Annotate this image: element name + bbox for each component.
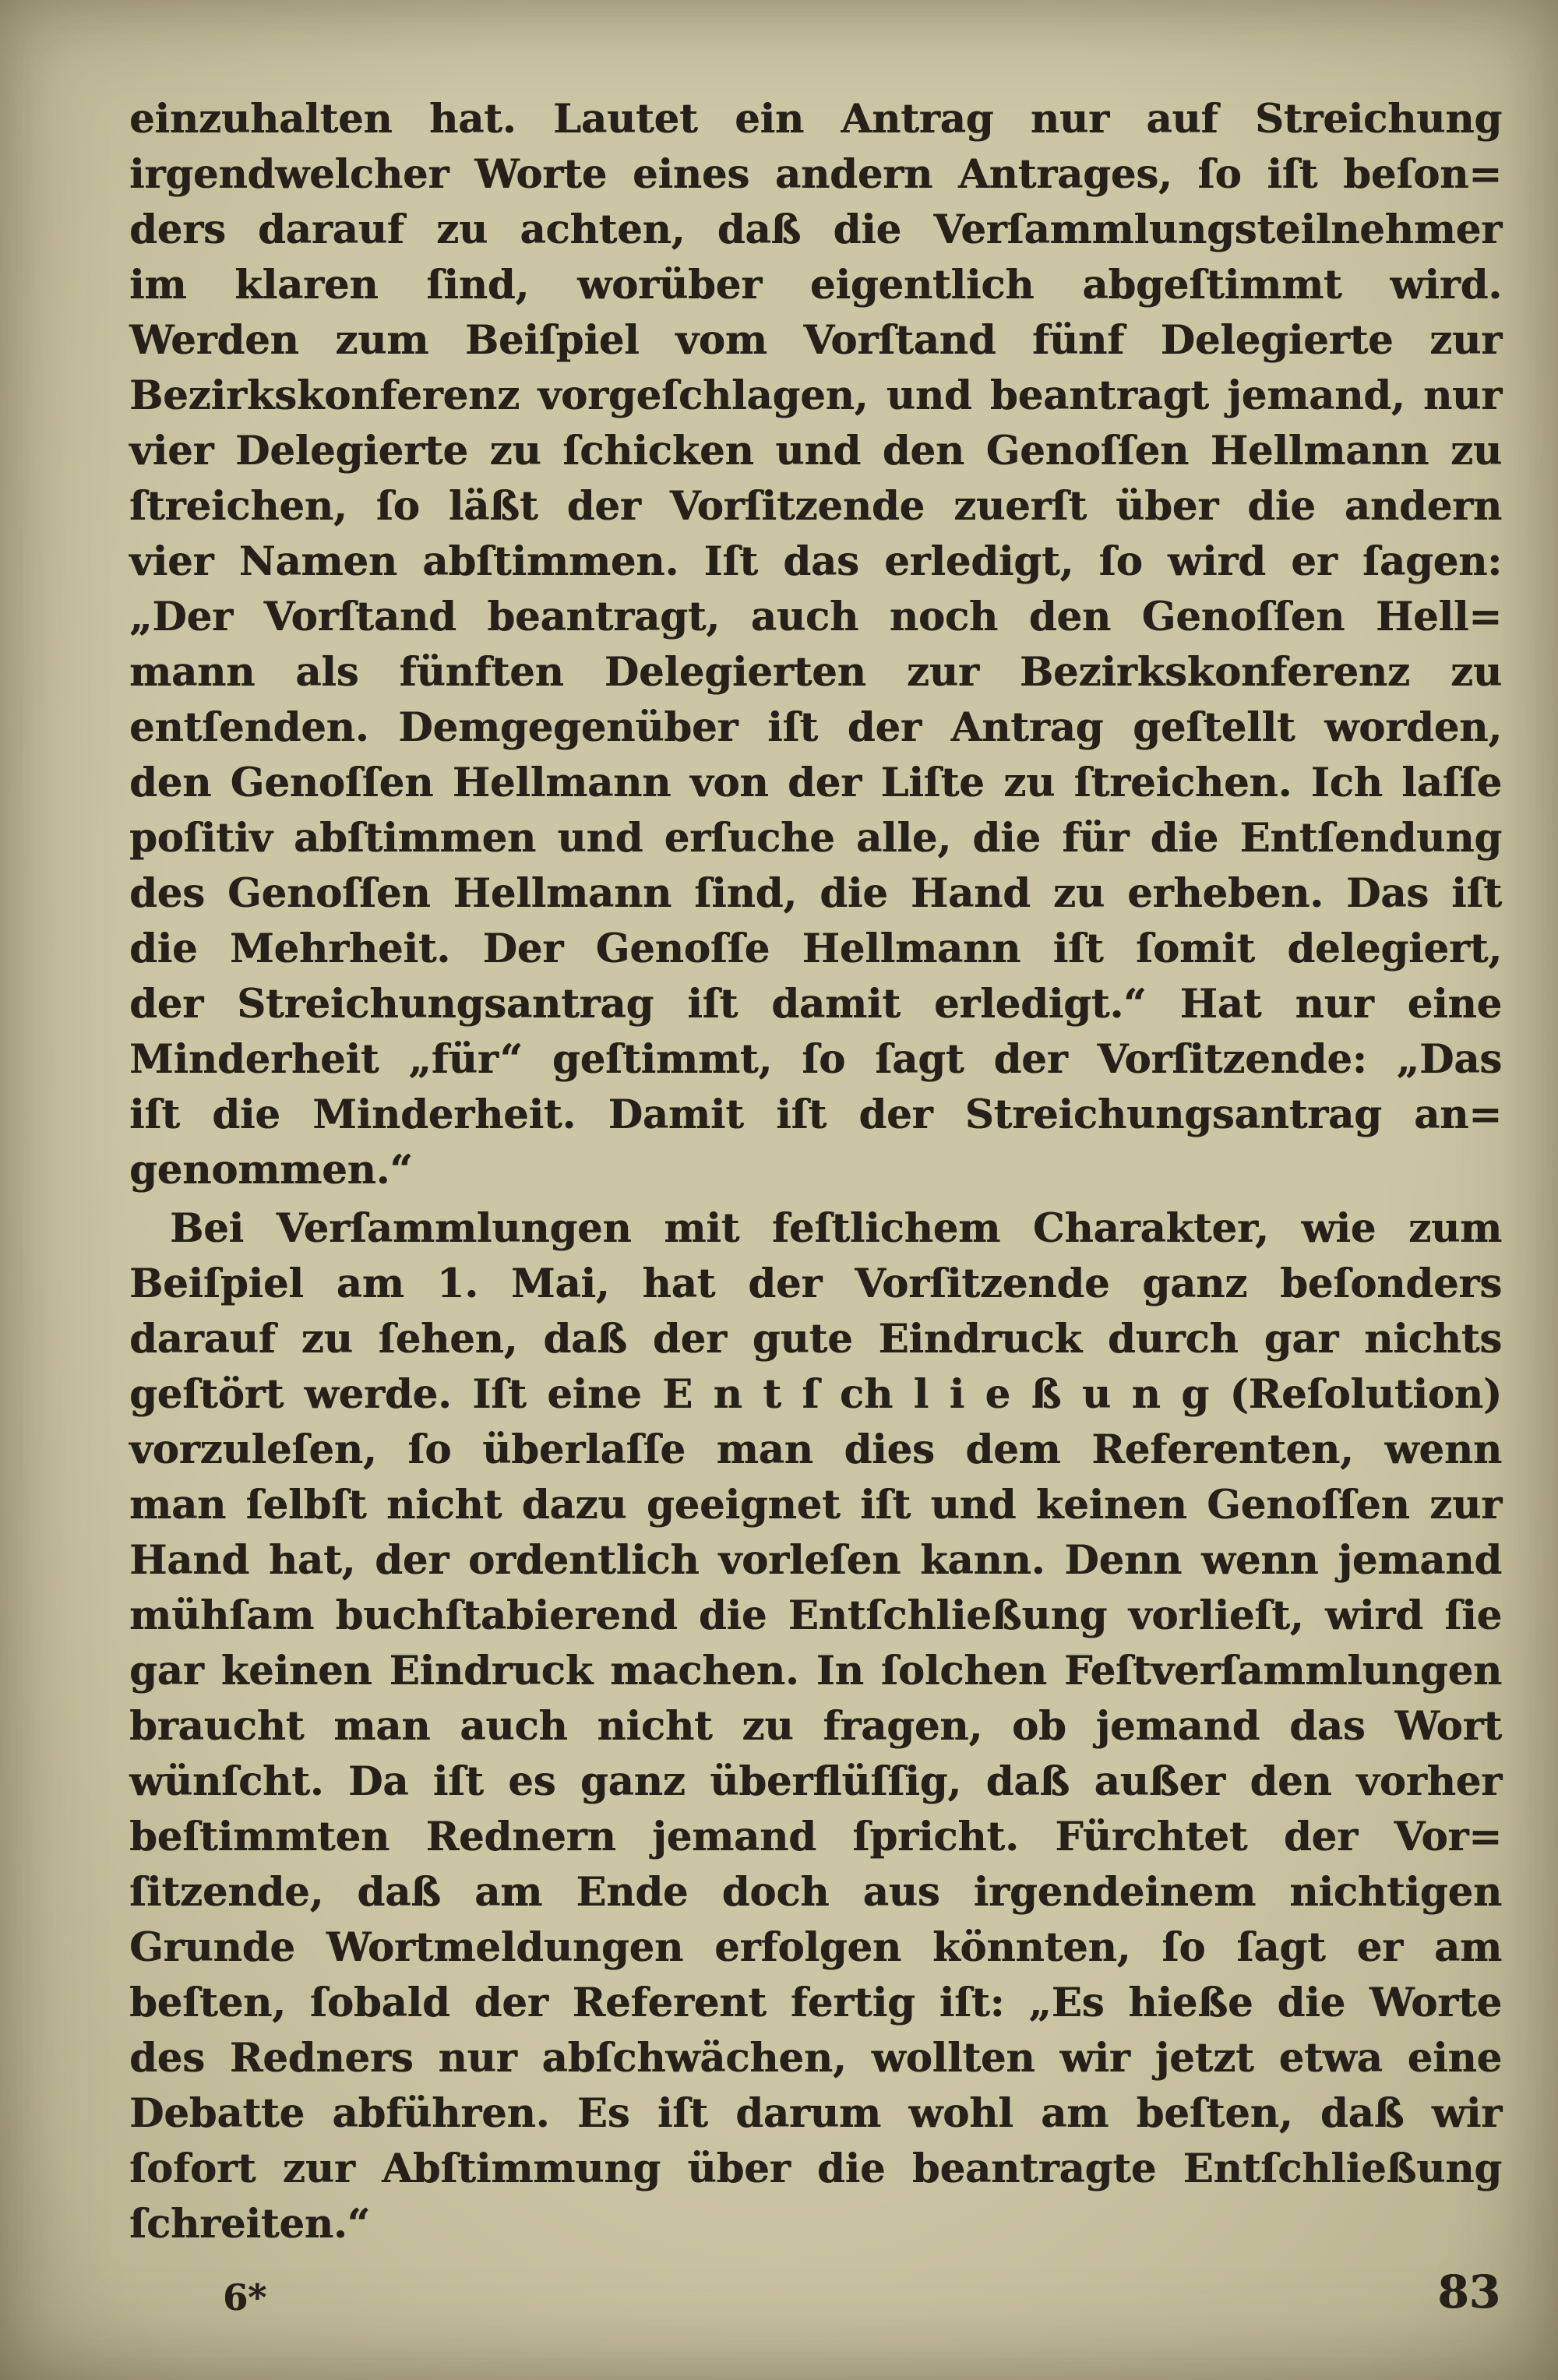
text-line: Debatte abführen. Es iſt darum wohl am beſten, daß wir — [129, 2090, 1502, 2137]
text-line: Beiſpiel am 1. Mai, hat der Vorſitzende ganz beſonders — [129, 1261, 1502, 1307]
text-line: geſtört werde. Iſt eine E n t ſ ch l i e ß u n g (Reſolution) — [129, 1371, 1502, 1418]
text-line: ders darauf zu achten, daß die Verſammlungsteilnehmer — [129, 206, 1502, 253]
text-line: beſtimmten Rednern jemand ſpricht. Fürchtet der Vor= — [129, 1814, 1502, 1860]
signature-mark: 6* — [223, 2276, 267, 2318]
text-line: man ſelbſt nicht dazu geeignet iſt und keinen Genoſſen zur — [129, 1482, 1502, 1528]
text-line: des Genoſſen Hellmann ſind, die Hand zu erheben. Das iſt — [129, 870, 1502, 917]
text-line: braucht man auch nicht zu fragen, ob jemand das Wort — [129, 1703, 1502, 1750]
text-line: darauf zu ſehen, daß der gute Eindruck durch gar nichts — [129, 1316, 1502, 1363]
page-number: 83 — [1437, 2265, 1500, 2318]
text-line: des Redners nur abſchwächen, wollten wir jetzt etwa eine — [129, 2035, 1502, 2082]
text-line: die Mehrheit. Der Genoſſe Hellmann iſt ſomit delegiert, — [129, 926, 1502, 972]
text-line: irgendwelcher Worte eines andern Antrages, ſo iſt beſon= — [129, 151, 1502, 198]
text-line: Minderheit „für“ geſtimmt, ſo ſagt der Vorſitzende: „Das — [129, 1036, 1502, 1083]
text-line: genommen.“ — [129, 1147, 413, 1194]
text-line: ſtreichen, ſo läßt der Vorſitzende zuerſt über die andern — [129, 483, 1502, 530]
text-line: poſitiv abſtimmen und erſuche alle, die für die Entſendung — [129, 815, 1502, 862]
text-line: Bezirkskonferenz vorgeſchlagen, und beantragt jemand, nur — [129, 372, 1502, 419]
text-line: ſitzende, daß am Ende doch aus irgendeinem nichtigen — [129, 1869, 1502, 1916]
text-line: den Genoſſen Hellmann von der Liſte zu ſtreichen. Ich laſſe — [129, 760, 1502, 806]
text-line: Bei Verſammlungen mit feſtlichem Charakter, wie zum — [170, 1205, 1502, 1252]
text-line: gar keinen Eindruck machen. In ſolchen Feſtverſammlungen — [129, 1648, 1502, 1694]
text-line: wünſcht. Da iſt es ganz überflüſſig, daß außer den vorher — [129, 1758, 1502, 1805]
text-line: mann als fünften Delegierten zur Bezirkskonferenz zu — [129, 649, 1502, 696]
body-text — [129, 92, 1502, 2252]
text-line: ſofort zur Abſtimmung über die beantragte Entſchließung — [129, 2146, 1502, 2192]
text-line: vier Namen abſtimmen. Iſt das erledigt, ſo wird er ſagen: — [129, 538, 1502, 585]
text-line: Grunde Wortmeldungen erfolgen könnten, ſo ſagt er am — [129, 1924, 1502, 1971]
text-line: entſenden. Demgegenüber iſt der Antrag geſtellt worden, — [129, 704, 1502, 751]
text-line: vorzuleſen, ſo überlaſſe man dies dem Referenten, wenn — [129, 1426, 1502, 1473]
text-line: Hand hat, der ordentlich vorleſen kann. Denn wenn jemand — [129, 1537, 1502, 1584]
text-line: der Streichungsantrag iſt damit erledigt.“ Hat nur eine — [129, 981, 1502, 1028]
paragraph-1 — [129, 92, 1502, 1198]
text-line: „Der Vorſtand beantragt, auch noch den Genoſſen Hell= — [129, 594, 1502, 640]
text-line: beſten, ſobald der Referent fertig iſt: „Es hieße die Worte — [129, 1980, 1502, 2026]
paragraph-2 — [129, 1201, 1502, 2252]
text-line: einzuhalten hat. Lautet ein Antrag nur auf Streichung — [129, 96, 1502, 143]
text-line: im klaren ſind, worüber eigentlich abgeſtimmt wird. — [129, 262, 1502, 309]
text-line: iſt die Minderheit. Damit iſt der Streichungsantrag an= — [129, 1091, 1502, 1138]
text-line: mühſam buchſtabierend die Entſchließung vorlieſt, wird ſie — [129, 1592, 1502, 1639]
text-line: vier Delegierte zu ſchicken und den Genoſſen Hellmann zu — [129, 428, 1502, 474]
text-line: Werden zum Beiſpiel vom Vorſtand fünf Delegierte zur — [129, 317, 1502, 364]
text-line: ſchreiten.“ — [129, 2201, 370, 2248]
